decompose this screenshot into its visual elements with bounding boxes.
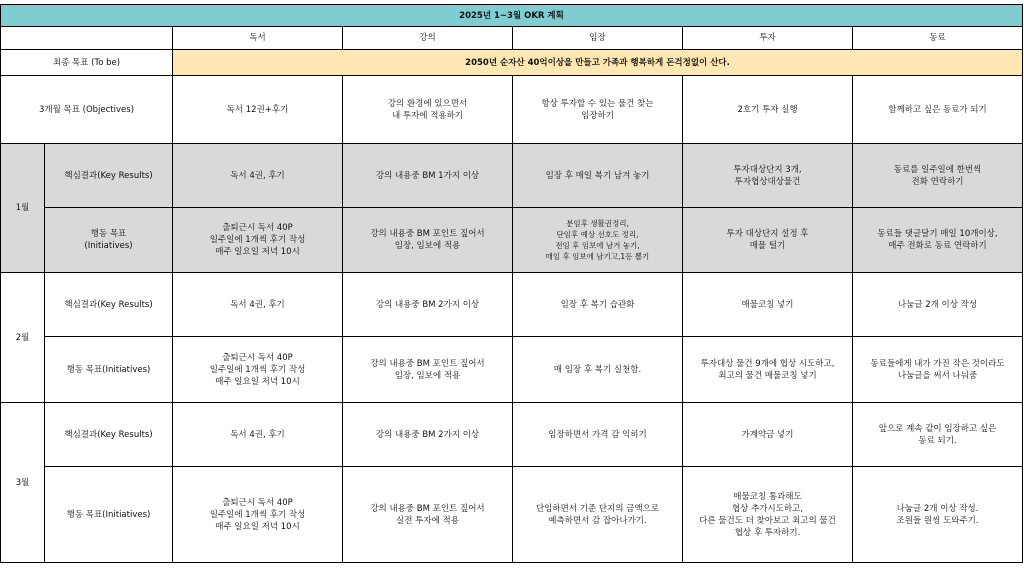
kr-cell-jan-colleagues[interactable]: 동료를 일주일에 한번씩 전화 연락하기: [853, 144, 1023, 208]
objective-cell-site-visit[interactable]: 항상 투자할 수 있는 물건 찾는 임장하기: [513, 76, 683, 144]
key-results-label[interactable]: 핵심결과(Key Results): [45, 403, 173, 467]
month-label-mar[interactable]: 3월: [1, 403, 45, 563]
init-cell-feb-lecture[interactable]: 강의 내용중 BM 포인트 짚어서 임장, 임보에 적용: [343, 337, 513, 403]
objective-cell-investment[interactable]: 2호기 투자 실행: [683, 76, 853, 144]
header-empty-cell[interactable]: [1, 27, 173, 50]
key-results-label[interactable]: 핵심결과(Key Results): [45, 273, 173, 337]
kr-cell-mar-colleagues[interactable]: 앞으로 계속 같이 임장하고 싶은 동료 되기.: [853, 403, 1023, 467]
kr-cell-jan-reading[interactable]: 독서 4권, 후기: [173, 144, 343, 208]
init-cell-jan-colleagues[interactable]: 동료들 댓글달기 매일 10개이상, 매주 전화로 동료 연락하기: [853, 208, 1023, 273]
key-results-label[interactable]: 핵심결과(Key Results): [45, 144, 173, 208]
objective-cell-colleagues[interactable]: 함께하고 싶은 동료가 되기: [853, 76, 1023, 144]
initiatives-label[interactable]: 행동 목표(Initiatives): [45, 467, 173, 563]
init-cell-jan-reading[interactable]: 출퇴근시 독서 40P 일주일에 1개씩 후기 작성 매주 일요일 저녁 10시: [173, 208, 343, 273]
init-cell-feb-site-visit[interactable]: 매 임장 후 복기 실천함.: [513, 337, 683, 403]
init-cell-feb-colleagues[interactable]: 동료들에게 내가 가진 작은 것이라도 나눔글을 써서 나눠줌: [853, 337, 1023, 403]
init-cell-mar-reading[interactable]: 출퇴근시 독서 40P 일주일에 1개씩 후기 작성 매주 일요일 저녁 10시: [173, 467, 343, 563]
column-header-lecture[interactable]: 강의: [343, 27, 513, 50]
init-cell-mar-colleagues[interactable]: 나눔글 2개 이상 작성. 조원들 원씽 도와주기.: [853, 467, 1023, 563]
kr-cell-jan-investment[interactable]: 투자대상단지 3개, 투자협상대상물건: [683, 144, 853, 208]
kr-cell-mar-site-visit[interactable]: 임장하면서 가격 감 익히기: [513, 403, 683, 467]
objective-cell-reading[interactable]: 독서 12권+후기: [173, 76, 343, 144]
initiatives-label[interactable]: 행동 목표(Initiatives): [45, 337, 173, 403]
column-header-reading[interactable]: 독서: [173, 27, 343, 50]
init-cell-jan-site-visit[interactable]: 분임후 생활권정리, 단임후 예상 선호도 정리, 전임 후 임보에 남겨 놓기, 매임 후 임보에 남기고,1등 뽑기: [513, 208, 683, 273]
kr-cell-jan-lecture[interactable]: 강의 내용중 BM 1가지 이상: [343, 144, 513, 208]
init-cell-mar-lecture[interactable]: 강의 내용중 BM 포인트 짚어서 실전 투자에 적용: [343, 467, 513, 563]
init-cell-feb-investment[interactable]: 투자대상 물건 9개에 협상 시도하고, 최고의 물건 매물코칭 넣기: [683, 337, 853, 403]
kr-cell-mar-lecture[interactable]: 강의 내용중 BM 2가지 이상: [343, 403, 513, 467]
kr-cell-feb-reading[interactable]: 독서 4권, 후기: [173, 273, 343, 337]
kr-cell-mar-reading[interactable]: 독서 4권, 후기: [173, 403, 343, 467]
column-header-colleagues[interactable]: 동료: [853, 27, 1023, 50]
objective-cell-lecture[interactable]: 강의 환경에 있으면서 내 투자에 적용하기: [343, 76, 513, 144]
kr-cell-feb-site-visit[interactable]: 임장 후 복기 습관화: [513, 273, 683, 337]
init-cell-feb-reading[interactable]: 출퇴근시 독서 40P 일주일에 1개씩 후기 작성 매주 일요일 저녁 10시: [173, 337, 343, 403]
init-cell-mar-site-visit[interactable]: 단임하면서 기준 단지의 금액으로 예측하면서 감 잡아나가기.: [513, 467, 683, 563]
initiatives-label[interactable]: 행동 목표 (Initiatives): [45, 208, 173, 273]
to-be-label[interactable]: 최종 목표 (To be): [1, 50, 173, 76]
objectives-label[interactable]: 3개월 목표 (Objectives): [1, 76, 173, 144]
sheet-title[interactable]: 2025년 1~3월 OKR 계획: [1, 5, 1023, 27]
column-header-investment[interactable]: 투자: [683, 27, 853, 50]
kr-cell-feb-colleagues[interactable]: 나눔글 2개 이상 작성: [853, 273, 1023, 337]
month-label-jan[interactable]: 1월: [1, 144, 45, 273]
month-label-feb[interactable]: 2월: [1, 273, 45, 403]
kr-cell-mar-investment[interactable]: 가계약금 넣기: [683, 403, 853, 467]
to-be-goal-cell[interactable]: 2050년 순자산 40억이상을 만들고 가족과 행복하게 돈걱정없이 산다.: [173, 50, 1023, 76]
kr-cell-jan-site-visit[interactable]: 임장 후 매일 복기 남겨 놓기: [513, 144, 683, 208]
init-cell-mar-investment[interactable]: 매물코칭 통과해도 협상 추가시도하고, 다른 물건도 더 찾아보고 최고의 물건 협상 후 투자하기.: [683, 467, 853, 563]
kr-cell-feb-lecture[interactable]: 강의 내용중 BM 2가지 이상: [343, 273, 513, 337]
init-cell-jan-lecture[interactable]: 강의 내용중 BM 포인트 짚어서 임장, 임보에 적용: [343, 208, 513, 273]
column-header-site-visit[interactable]: 임장: [513, 27, 683, 50]
okr-table: [0, 4, 1023, 563]
kr-cell-feb-investment[interactable]: 매물코칭 넣기: [683, 273, 853, 337]
init-cell-jan-investment[interactable]: 투자 대상단지 설정 후 매물 털기: [683, 208, 853, 273]
